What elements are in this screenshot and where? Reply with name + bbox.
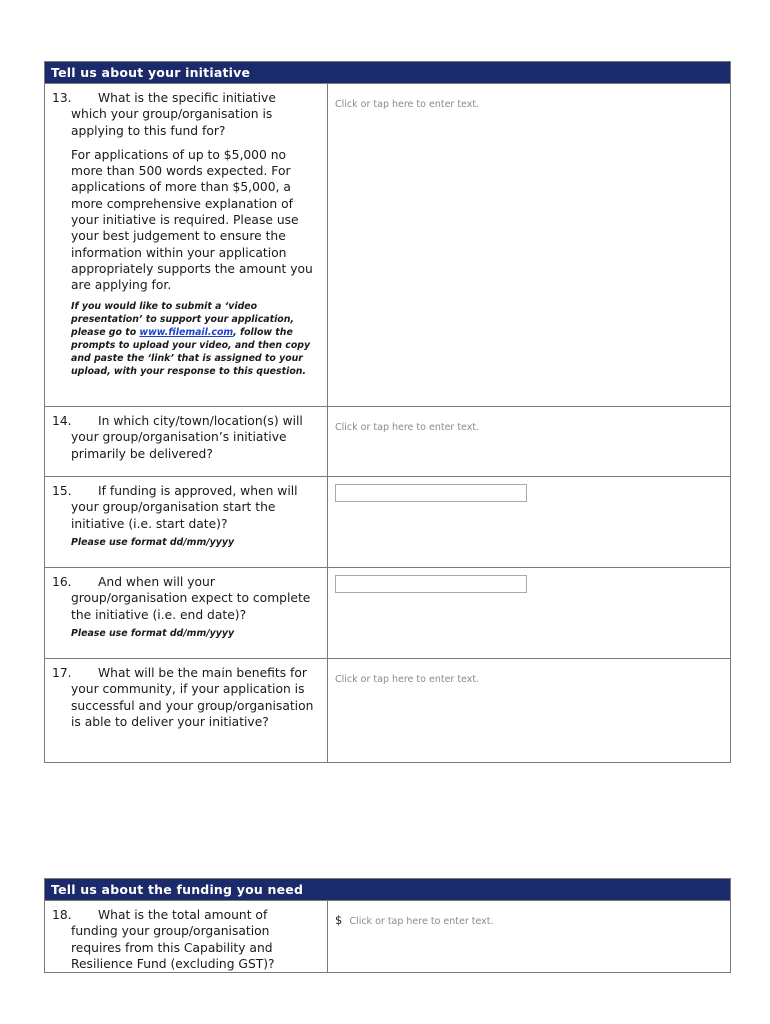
end-date-input[interactable] — [335, 575, 527, 593]
question-number: 16. — [52, 575, 72, 589]
funding-table — [44, 878, 731, 973]
answer-field-18[interactable] — [328, 901, 730, 972]
question-text: In which city/town/location(s) will — [98, 414, 303, 428]
question-row-16 — [45, 567, 730, 658]
question-number: 13. — [52, 91, 72, 105]
question-row-14 — [45, 406, 730, 476]
answer-cell-15 — [328, 477, 730, 567]
question-text: What is the specific initiative — [98, 91, 276, 105]
initiative-table — [44, 61, 731, 763]
question-row-15 — [45, 476, 730, 567]
question-row-18 — [45, 900, 730, 972]
question-number: 17. — [52, 666, 72, 680]
answer-field-14[interactable] — [328, 407, 730, 476]
section-header-initiative: Tell us about your initiative — [45, 62, 730, 83]
question-cell-15 — [45, 477, 328, 567]
question-cell-14 — [45, 407, 328, 476]
question-cell-17 — [45, 659, 328, 762]
start-date-input[interactable] — [335, 484, 527, 502]
question-text-continued: funding your group/organisation requires from this Capability and Resilience Fund (excluding GST)? — [71, 924, 275, 971]
video-note — [52, 300, 319, 378]
answer-field-13[interactable] — [328, 84, 730, 406]
question-text-continued: your group/organisation start the initiative (i.e. start date)? — [71, 500, 276, 531]
answer-field-17[interactable] — [328, 659, 730, 762]
video-note-text-end: , follow the prompts to upload your video, and then copy and paste the ‘link’ that is assigned to your upload, with your response to this question. — [71, 326, 311, 377]
question-row-13 — [45, 83, 730, 406]
guidance-paragraph: For applications of up to $5,000 no more than 500 words expected. For applications of more than $5,000, a more comprehensive explanation of your initiative is required. Please use your best judgement to ensure the information within your application appropriately supports the amount you are applying for. — [71, 147, 313, 293]
question-text: And when will your — [98, 575, 215, 589]
question-cell-16 — [45, 568, 328, 658]
question-text-continued: your group/organisation’s initiative primarily be delivered? — [71, 430, 287, 461]
question-text: What is the total amount of — [98, 908, 268, 922]
date-format-note: Please use format dd/mm/yyyy — [71, 536, 235, 548]
question-text: What will be the main benefits for — [98, 666, 307, 680]
question-text: If funding is approved, when will — [98, 484, 298, 498]
date-format-note: Please use format dd/mm/yyyy — [71, 627, 235, 639]
answer-placeholder: Click or tap here to enter text. — [335, 674, 480, 685]
question-row-17 — [45, 658, 730, 762]
question-text-continued: group/organisation expect to complete the initiative (i.e. end date)? — [71, 591, 311, 622]
section-header-funding: Tell us about the funding you need — [45, 879, 730, 900]
question-number: 15. — [52, 484, 72, 498]
answer-cell-16 — [328, 568, 730, 658]
answer-placeholder: Click or tap here to enter text. — [335, 99, 480, 110]
video-note-text: If you would like to submit a ‘video presentation’ to support your application, please go to — [71, 300, 294, 338]
question-text-continued: which your group/organisation is applying to this fund for? — [71, 107, 273, 138]
filemail-link[interactable]: www.filemail.com — [139, 326, 234, 338]
question-cell-13 — [45, 84, 328, 406]
answer-placeholder: Click or tap here to enter text. — [349, 916, 494, 927]
question-cell-18 — [45, 901, 328, 972]
question-text-continued: your community, if your application is successful and your group/organisation is able to deliver your initiative? — [71, 682, 314, 729]
currency-symbol: $ — [335, 913, 343, 927]
question-number: 18. — [52, 908, 72, 922]
question-number: 14. — [52, 414, 72, 428]
answer-placeholder: Click or tap here to enter text. — [335, 422, 480, 433]
